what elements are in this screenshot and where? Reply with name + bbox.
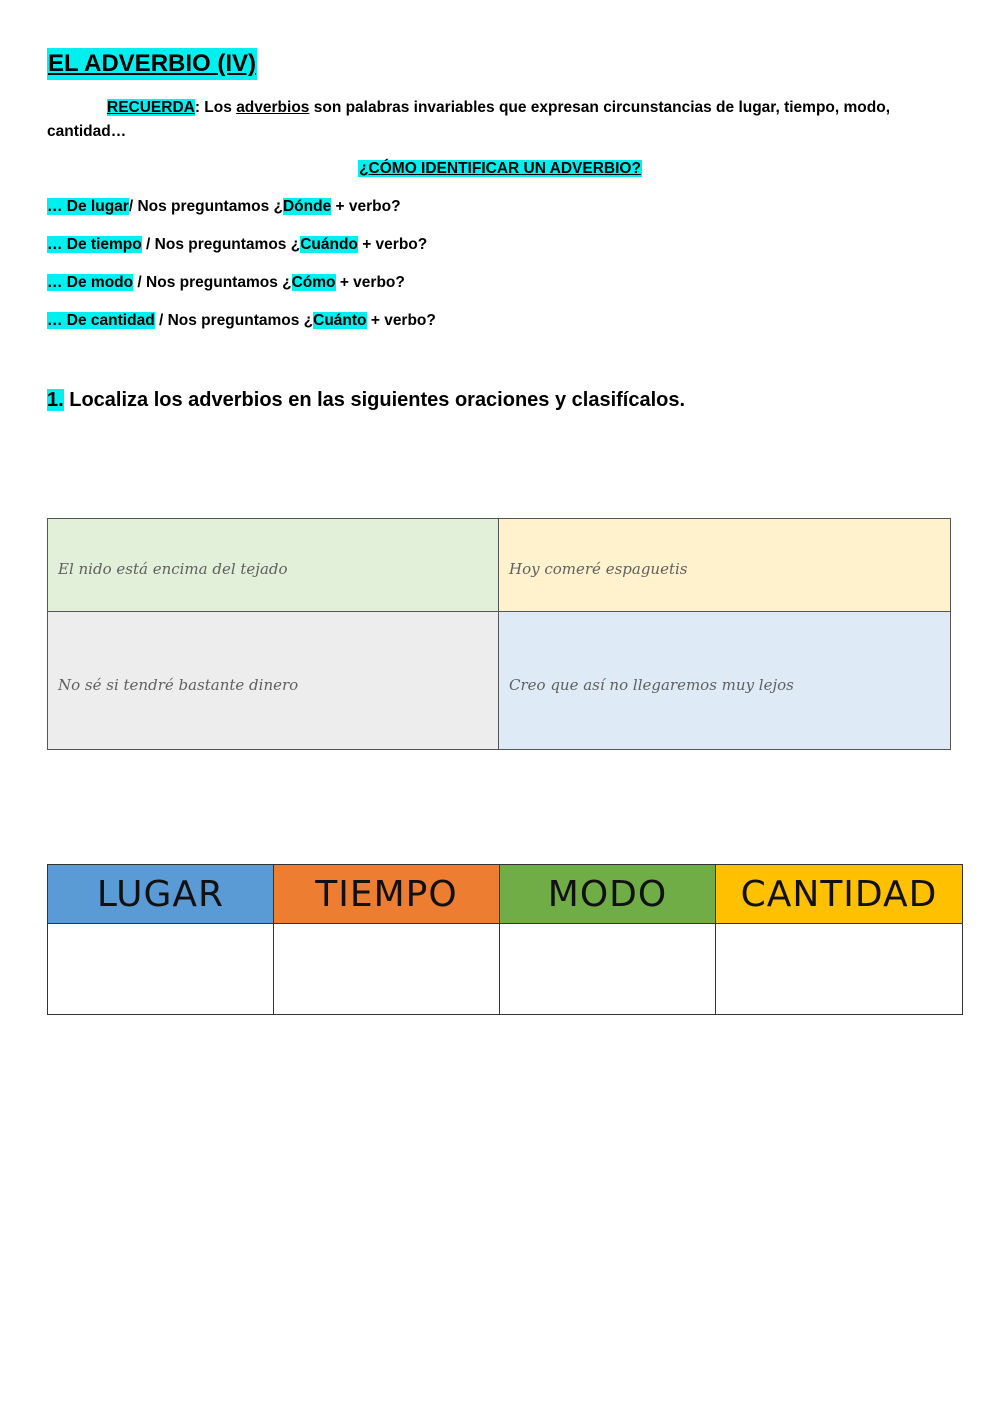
rule-lugar [47,196,401,218]
rule-type: … De lugar [47,198,129,215]
exercise-text: Localiza los adverbios en las siguientes oraciones y clasifícalos. [63,389,686,411]
drop-zone-cantidad[interactable] [716,924,962,1014]
rule-modo [47,272,405,294]
rule-tiempo [47,234,427,256]
category-header-modo: MODO [500,865,716,924]
category-header-tiempo: TIEMPO [274,865,500,924]
rule-type: … De cantidad [47,312,155,329]
intro-text-after: son palabras invariables que expresan circunstancias de lugar, tiempo, modo, cantidad… [47,99,891,140]
classification-table [47,864,963,1015]
sentence-card[interactable]: No sé si tendré bastante dinero [48,612,499,749]
rule-cantidad [47,310,436,332]
rule-question: Cuándo [300,236,358,253]
exercise-number: 1. [47,389,64,411]
rule-middle: / Nos preguntamos ¿ [141,236,301,253]
section-subheading [0,158,1000,180]
rule-middle: / Nos preguntamos ¿ [128,198,283,215]
intro-paragraph [47,96,927,144]
rule-end: + verbo? [357,236,428,253]
rule-end: + verbo? [331,198,401,215]
category-header-lugar: LUGAR [48,865,274,924]
drop-zone-lugar[interactable] [48,924,274,1014]
sentence-card[interactable]: El nido está encima del tejado [48,519,499,612]
drop-zone-tiempo[interactable] [274,924,500,1014]
rule-question: Cuánto [313,312,367,329]
rule-end: + verbo? [335,274,405,291]
rule-type: … De modo [47,274,134,291]
rule-middle: / Nos preguntamos ¿ [154,312,314,329]
rule-question: Dónde [282,198,332,215]
rule-question: Cómo [291,274,336,291]
intro-text-before: : Los [194,99,237,116]
sentence-card[interactable]: Hoy comeré espaguetis [499,519,950,612]
subheading-text: ¿CÓMO IDENTIFICAR UN ADVERBIO? [359,160,641,177]
page-title: EL ADVERBIO (IV) [47,48,257,80]
rule-type: … De tiempo [47,236,142,253]
rule-middle: / Nos preguntamos ¿ [133,274,292,291]
category-header-cantidad: CANTIDAD [716,865,962,924]
sentence-card[interactable]: Creo que así no llegaremos muy lejos [499,612,950,749]
drop-zone-modo[interactable] [500,924,716,1014]
rule-end: + verbo? [366,312,436,329]
recuerda-label: RECUERDA [107,99,195,116]
sentences-grid [47,518,951,750]
exercise-instruction [47,386,685,414]
adverbios-word: adverbios [236,99,310,116]
